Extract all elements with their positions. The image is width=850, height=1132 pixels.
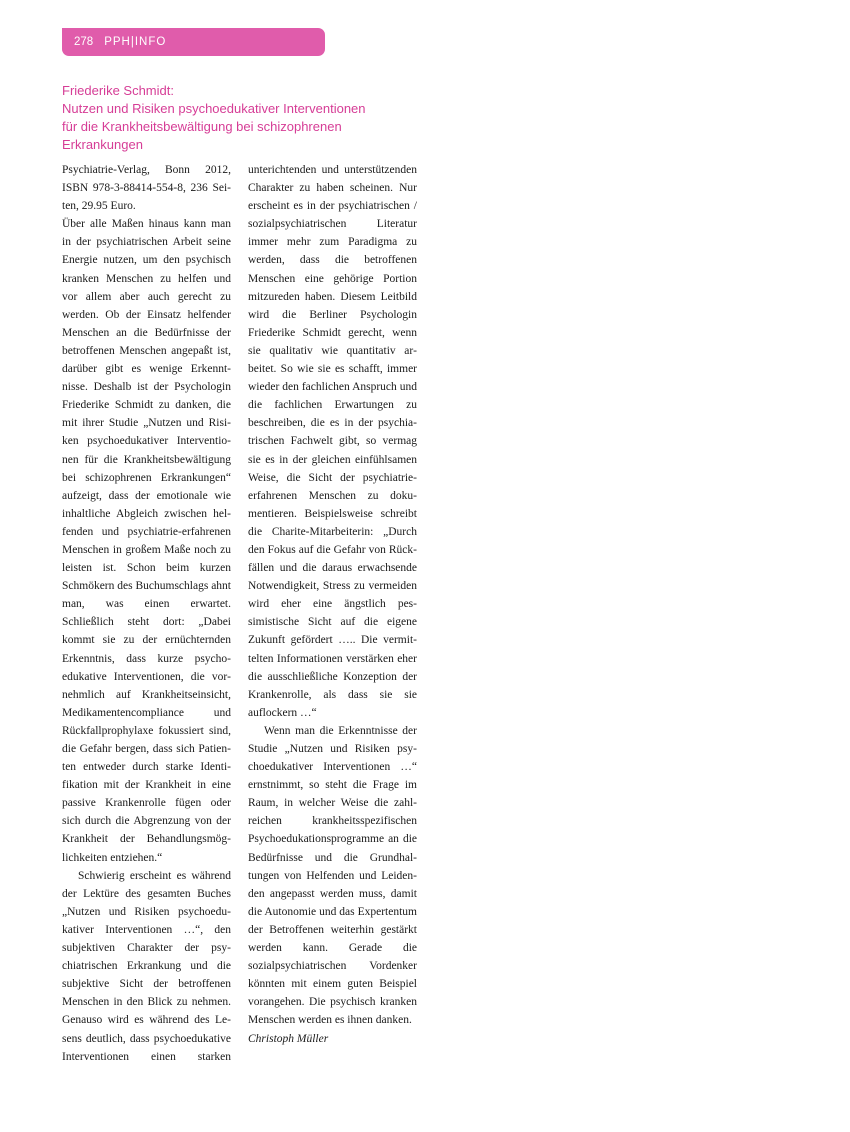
title-line: Erkrankungen <box>62 137 143 152</box>
paragraph-2: Schwierig erscheint es während der Lektüre des gesamten Buches „Nutzen und Risiken psychoedukativer Interventionen …“, den subjektiven Charakter der psychiatrischen Erkrankung und die subjektive Sicht der betroffenen Menschen in den Blick zu nehmen. Genauso wird es während des Lesens deutlich, dass psychoedukative Interventionen einen starken <box>62 869 231 1063</box>
article-title <box>62 82 422 154</box>
title-line: Nutzen und Risiken psychoedukativer Interventionen <box>62 101 366 116</box>
author-signature: Christoph Müller <box>248 1032 329 1045</box>
paragraph-2-continued: unterichtenden und unterstützenden Charakter zu haben scheinen. Nur erscheint es in der psychiatrischen / sozialpsychiatrischen Literatur immer mehr zum Paradigma zu werden, dass die betroffenen Menschen eine gehörige Portion mitzureden haben. Diesem Leitbild wird die Berliner Psychologin Friederike Schmidt gerecht, wenn sie qualitativ wie quantitativ arbeitet. So wie sie es schafft, immer wieder den fachlichen Anspruch und die fachlichen Erwartungen zu beschreiben, die es in der psychiatrischen Fachwelt gibt, so vermag sie es in der gleichen einfühlsamen Weise, die Sicht der psychiatrieerfahrenen Menschen zu dokumentieren. Beispielsweise schreibt die Charite-Mitarbeiterin: „Durch den Fokus auf die Gefahr von Rückfällen und die daraus erwachsende Notwendigkeit, Stress zu vermeiden wird eher eine ängstlich pessimistische Sicht auf die eigene Zukunft gefördert ….. Die vermittelten Informationen verstärken eher die ausschließliche Konzeption der Krankenrolle, als dass sie sie auflockern …“ <box>248 164 417 719</box>
section-label: PPH|INFO <box>104 36 167 48</box>
header-bar <box>62 28 325 56</box>
book-meta: Psychiatrie-Verlag, Bonn 2012, ISBN 978-3-88414-554-8, 236 Seiten, 29.95 Euro. <box>62 164 231 213</box>
paragraph-3: Wenn man die Erkenntnisse der Studie „Nutzen und Risiken psychoedukativer Interventionen …“ ernstnimmt, so steht die Frage im Raum, in welcher Weise die zahlreichen krankheitsspezifischen Psychoedukationsprogramme an die Bedürfnisse und die Grundhaltungen von Helfenden und Leidenden angepasst werden muss, damit die Autonomie und das Expertentum der Betroffenen weiterhin gestärkt werden kann. Gerade die sozialpsychiatrischen Vordenker könnten mit einem guten Beispiel vorangehen. Die psychisch kranken Menschen werden es ihnen danken. <box>248 724 417 1027</box>
text-column-left <box>62 161 231 1066</box>
text-column-right <box>248 161 417 1048</box>
title-author: Friederike Schmidt: <box>62 83 174 98</box>
title-line: für die Krankheitsbewältigung bei schizophrenen <box>62 119 342 134</box>
page-number: 278 <box>74 36 94 48</box>
paragraph-1: Über alle Maßen hinaus kann man in der psychiatrischen Arbeit seine Energie nutzen, um den psychisch kranken Menschen zu helfen und vor allem aber auch gerecht zu werden. Ob der Einsatz helfender Menschen an die Bedürfnisse der betroffenen Menschen angepaßt ist, darüber gibt es wenige Erkenntnisse. Deshalb ist der Psychologin Friederike Schmidt zu danken, die mit ihrer Studie „Nutzen und Risiken psychoedukativer Interventionen für die Krankheitsbewältigung bei schizophrenen Erkrankungen“ aufzeigt, dass der emotionale wie inhaltliche Abgleich zwischen helfenden und psychiatrie-erfahrenen Menschen in großem Maße noch zu leisten ist. Schon beim kurzen Schmökern des Buchumschlags ahnt man, was einen erwartet. Schließlich steht dort: „Dabei kommt sie zu der ernüchternden Erkenntnis, dass kurze psychoedukative Interventionen, die vornehmlich auf Krankheitseinsicht, Medikamentencompliance und Rückfallprophylaxe fokussiert sind, die Gefahr bergen, dass sich Patienten entweder durch starke Identifikation mit der Krankheit in eine passive Krankenrolle fügen oder sich durch die Abgrenzung von der Krankheit der Behandlungsmöglichkeiten entziehen.“ <box>62 218 231 864</box>
